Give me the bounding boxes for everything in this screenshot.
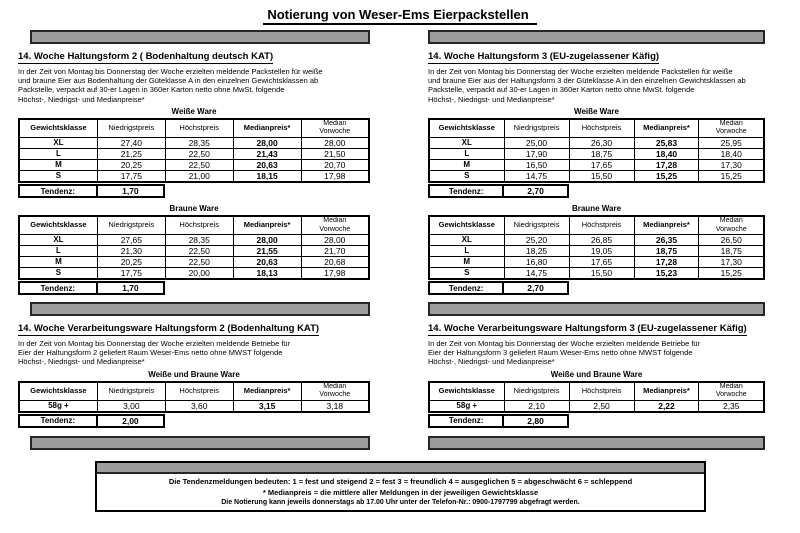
col-header-gewichtsklasse: Gewichtsklasse: [19, 382, 97, 401]
table-cell: 21,55: [233, 246, 301, 257]
footer-bar: [97, 463, 704, 474]
section-intro: [428, 67, 765, 104]
footer-tendenz-legend: Die Tendenzmeldungen bedeuten: 1 = fest und steigend 2 = fest 3 = freundlich 4 = ausgeglichen 5 = abgeschwächt 6 = schleppend: [168, 477, 633, 486]
table-cell: 3,15: [233, 400, 301, 412]
intro-line: Packstelle, verpackt auf 30-er Lagen in 360er Karton netto ohne MwSt. folgende: [428, 85, 695, 95]
table-header-row: [19, 382, 369, 401]
table-cell: 28,35: [165, 235, 233, 246]
col-header-medianpreis: Medianpreis*: [634, 382, 699, 401]
col-header-medianpreis: Medianpreis*: [634, 216, 699, 235]
table-cell: 26,85: [569, 235, 634, 246]
table-cell: 17,28: [634, 257, 699, 268]
table-cell: M: [429, 160, 504, 171]
col-header-niedrigstpreis: Niedrigstpreis: [97, 382, 165, 401]
table-cell: 26,30: [569, 138, 634, 149]
table-header-row: [429, 216, 764, 235]
table-cell: 21,50: [301, 149, 369, 160]
table-cell: 17,98: [301, 268, 369, 280]
intro-line: In der Zeit von Montag bis Donnerstag der Woche erzielten meldende Packstellen für weiße: [428, 67, 733, 76]
table-cell: 16,80: [504, 257, 569, 268]
tendenz-value: 2,70: [503, 185, 568, 197]
table-cell: 17,65: [569, 160, 634, 171]
table-row: [429, 160, 764, 171]
table-row: [19, 257, 369, 268]
divider-bar: [30, 30, 370, 44]
intro-line: Höchst-, Niedrigst- und Medianpreise*: [428, 357, 555, 367]
table-cell: 58g +: [429, 400, 504, 412]
table-row: [429, 268, 764, 280]
col-header-niedrigstpreis: Niedrigstpreis: [504, 119, 569, 138]
divider-bar: [428, 436, 765, 450]
footer-phone-note: Die Notierung kann jeweils donnerstags ab 17.00 Uhr unter der Telefon-Nr.: 0900-1797799 abgefragt werden.: [221, 499, 580, 506]
table-title-weisse-und-braune-ware: Weiße und Braune Ware: [550, 369, 643, 379]
tendenz-row: [18, 184, 165, 198]
table-row: [429, 138, 764, 149]
table-cell: S: [19, 268, 97, 280]
table-cell: 20,00: [165, 268, 233, 280]
col-header-hoechstpreis: Höchstpreis: [569, 382, 634, 401]
table-cell: 27,40: [97, 138, 165, 149]
section-intro: [18, 339, 370, 367]
table-cell: 20,25: [97, 160, 165, 171]
table-cell: XL: [429, 138, 504, 149]
table-row: [19, 268, 369, 280]
table-cell: 15,50: [569, 171, 634, 183]
table-cell: M: [19, 257, 97, 268]
table-cell: 17,28: [634, 160, 699, 171]
table-cell: 17,75: [97, 268, 165, 280]
table-cell: 18,75: [699, 246, 764, 257]
col-header-hoechstpreis: Höchstpreis: [569, 216, 634, 235]
intro-line: Eier der Haltungsform 3 geliefert Raum Weser-Ems netto ohne MWST folgende: [428, 348, 693, 358]
table-row: [19, 138, 369, 149]
price-table-verarbeitungsware: [18, 381, 370, 413]
table-cell: 22,50: [165, 246, 233, 257]
table-cell: 21,25: [97, 149, 165, 160]
table-cell: 28,00: [301, 138, 369, 149]
col-header-median-vorwoche: Median Vorwoche: [699, 216, 764, 235]
table-cell: 18,13: [233, 268, 301, 280]
price-table-braune-ware: [428, 215, 765, 280]
col-header-hoechstpreis: Höchstpreis: [165, 216, 233, 235]
table-cell: 17,90: [504, 149, 569, 160]
table-cell: 18,75: [569, 149, 634, 160]
price-table-braune-ware: [18, 215, 370, 280]
table-cell: 28,35: [165, 138, 233, 149]
table-cell: 15,25: [699, 268, 764, 280]
section-heading: 14. Woche Verarbeitungsware Haltungsform 2 (Bodenhaltung KAT): [18, 323, 320, 334]
table-row: [19, 160, 369, 171]
tendenz-row: [428, 184, 569, 198]
footer-legend-box: [95, 461, 706, 512]
col-header-niedrigstpreis: Niedrigstpreis: [504, 216, 569, 235]
table-cell: 18,15: [233, 171, 301, 183]
table-row: [429, 149, 764, 160]
table-row: [429, 246, 764, 257]
price-table-verarbeitungsware: [428, 381, 765, 413]
intro-line: Eier der Haltungsform 2 geliefert Raum Weser-Ems netto ohne MWST folgende: [18, 348, 283, 358]
table-row: [19, 246, 369, 257]
tendenz-row: [18, 281, 165, 295]
col-header-gewichtsklasse: Gewichtsklasse: [429, 382, 504, 401]
section-intro: [428, 339, 765, 367]
col-header-medianpreis: Medianpreis*: [233, 216, 301, 235]
table-cell: 58g +: [19, 400, 97, 412]
table-row: [429, 171, 764, 183]
col-header-median-vorwoche: Median Vorwoche: [301, 216, 369, 235]
table-cell: 18,25: [504, 246, 569, 257]
table-cell: 26,50: [699, 235, 764, 246]
table-cell: 26,35: [634, 235, 699, 246]
table-cell: 25,20: [504, 235, 569, 246]
table-title-weisse-und-braune-ware: Weiße und Braune Ware: [148, 369, 240, 379]
table-cell: XL: [19, 235, 97, 246]
table-row: [429, 235, 764, 246]
table-cell: 3,00: [97, 400, 165, 412]
section-haltungsform-2: [18, 30, 370, 295]
divider-bar: [30, 302, 370, 316]
table-cell: 14,75: [504, 171, 569, 183]
section-haltungsform-3: [428, 30, 765, 295]
divider-bar: [30, 436, 370, 450]
table-cell: 22,50: [165, 257, 233, 268]
table-cell: 15,25: [634, 171, 699, 183]
section-heading: 14. Woche Verarbeitungsware Haltungsform 3 (EU-zugelassener Käfig): [428, 323, 747, 334]
table-cell: 22,50: [165, 160, 233, 171]
table-cell: 18,40: [634, 149, 699, 160]
section-heading: 14. Woche Haltungsform 2 ( Bodenhaltung deutsch KAT): [18, 51, 274, 62]
tendenz-label: Tendenz:: [19, 185, 97, 197]
table-cell: 17,75: [97, 171, 165, 183]
table-cell: S: [429, 268, 504, 280]
col-header-median-vorwoche: Median Vorwoche: [699, 119, 764, 138]
table-cell: 18,40: [699, 149, 764, 160]
table-cell: 17,30: [699, 160, 764, 171]
table-cell: M: [19, 160, 97, 171]
col-header-hoechstpreis: Höchstpreis: [165, 382, 233, 401]
tendenz-label: Tendenz:: [429, 415, 503, 427]
table-cell: 14,75: [504, 268, 569, 280]
table-cell: 19,05: [569, 246, 634, 257]
divider-bar: [428, 30, 765, 44]
table-cell: 2,50: [569, 400, 634, 412]
tendenz-value: 1,70: [97, 282, 164, 294]
divider-bar: [428, 302, 765, 316]
table-cell: 28,00: [301, 235, 369, 246]
intro-line: In der Zeit von Montag bis Donnerstag der Woche erzielten meldende Betriebe für: [18, 339, 291, 348]
col-header-medianpreis: Medianpreis*: [233, 119, 301, 138]
table-cell: XL: [429, 235, 504, 246]
tendenz-label: Tendenz:: [19, 282, 97, 294]
footer-medianpreis-note: * Medianpreis = die mittlere aller Meldungen in der jeweiligen Gewichtsklasse: [262, 488, 539, 497]
table-cell: 20,70: [301, 160, 369, 171]
table-cell: S: [429, 171, 504, 183]
table-cell: S: [19, 171, 97, 183]
section-intro: [18, 67, 370, 104]
table-cell: 2,10: [504, 400, 569, 412]
table-title-weisse-ware: Weiße Ware: [574, 106, 619, 116]
table-cell: 16,50: [504, 160, 569, 171]
tendenz-row: [428, 281, 569, 295]
table-row: [429, 257, 764, 268]
table-cell: 15,50: [569, 268, 634, 280]
table-cell: 28,00: [233, 235, 301, 246]
intro-line: Höchst-, Niedrigst- und Medianpreise*: [18, 357, 145, 367]
table-cell: 25,95: [699, 138, 764, 149]
table-cell: 15,25: [699, 171, 764, 183]
intro-line: Höchst-, Niedrigst- und Medianpreise*: [428, 94, 555, 104]
intro-line: In der Zeit von Montag bis Donnerstag der Woche erzielten meldende Packstellen für weiße: [18, 67, 323, 76]
intro-line: Packstelle, verpackt auf 30-er Lagen in 360er Karton netto ohne MwSt. folgende: [18, 85, 285, 95]
col-header-gewichtsklasse: Gewichtsklasse: [429, 119, 504, 138]
table-cell: 21,70: [301, 246, 369, 257]
table-row: [19, 235, 369, 246]
col-header-niedrigstpreis: Niedrigstpreis: [97, 216, 165, 235]
table-title-braune-ware: Braune Ware: [571, 204, 622, 213]
table-header-row: [429, 382, 764, 401]
table-cell: 20,68: [301, 257, 369, 268]
tendenz-row: [428, 414, 569, 428]
section-verarbeitungsware-3: [428, 302, 765, 450]
price-table-weisse-ware: [428, 118, 765, 183]
table-cell: 20,25: [97, 257, 165, 268]
table-cell: 15,23: [634, 268, 699, 280]
intro-line: Höchst-, Niedrigst- und Medianpreise*: [18, 94, 145, 104]
col-header-niedrigstpreis: Niedrigstpreis: [97, 119, 165, 138]
col-header-niedrigstpreis: Niedrigstpreis: [504, 382, 569, 401]
col-header-medianpreis: Medianpreis*: [233, 382, 301, 401]
table-cell: 3,18: [301, 400, 369, 412]
tendenz-label: Tendenz:: [19, 415, 97, 427]
tendenz-value: 1,70: [97, 185, 164, 197]
table-cell: L: [19, 149, 97, 160]
table-cell: 20,63: [233, 160, 301, 171]
table-header-row: [429, 119, 764, 138]
table-cell: 25,83: [634, 138, 699, 149]
table-row: [429, 400, 764, 412]
table-title-braune-ware: Braune Ware: [169, 204, 219, 213]
table-row: [19, 149, 369, 160]
table-cell: M: [429, 257, 504, 268]
table-cell: L: [429, 246, 504, 257]
col-header-median-vorwoche: Median Vorwoche: [699, 382, 764, 401]
table-cell: 21,43: [233, 149, 301, 160]
table-cell: 2,35: [699, 400, 764, 412]
intro-line: und braune Eier aus Bodenhaltung der Güteklasse A in den einzelnen Gewichtsklassen ab: [18, 76, 319, 86]
tendenz-value: 2,80: [503, 415, 568, 427]
table-cell: 17,30: [699, 257, 764, 268]
table-cell: 3,60: [165, 400, 233, 412]
price-table-weisse-ware: [18, 118, 370, 183]
tendenz-value: 2,70: [503, 282, 568, 294]
table-cell: 17,65: [569, 257, 634, 268]
col-header-medianpreis: Medianpreis*: [634, 119, 699, 138]
table-cell: L: [429, 149, 504, 160]
intro-line: In der Zeit von Montag bis Donnerstag der Woche erzielten meldende Betriebe für: [428, 339, 701, 348]
table-cell: 25,00: [504, 138, 569, 149]
table-cell: 21,00: [165, 171, 233, 183]
table-title-weisse-ware: Weiße Ware: [171, 106, 217, 116]
table-cell: 20,63: [233, 257, 301, 268]
section-heading: 14. Woche Haltungsform 3 (EU-zugelassener Käfig): [428, 51, 660, 62]
col-header-gewichtsklasse: Gewichtsklasse: [19, 119, 97, 138]
col-header-hoechstpreis: Höchstpreis: [569, 119, 634, 138]
tendenz-label: Tendenz:: [429, 282, 503, 294]
table-cell: 21,30: [97, 246, 165, 257]
table-cell: 2,22: [634, 400, 699, 412]
table-cell: 28,00: [233, 138, 301, 149]
col-header-hoechstpreis: Höchstpreis: [165, 119, 233, 138]
table-cell: L: [19, 246, 97, 257]
page-title: Notierung von Weser-Ems Eierpackstellen: [0, 7, 800, 25]
intro-line: und braune Eier aus der Haltungsform 3 der Güteklasse A in den einzelnen Gewichtsklassen ab: [428, 76, 746, 86]
table-row: [19, 400, 369, 412]
table-cell: 18,75: [634, 246, 699, 257]
table-cell: XL: [19, 138, 97, 149]
table-cell: 22,50: [165, 149, 233, 160]
col-header-gewichtsklasse: Gewichtsklasse: [429, 216, 504, 235]
table-row: [19, 171, 369, 183]
col-header-gewichtsklasse: Gewichtsklasse: [19, 216, 97, 235]
col-header-median-vorwoche: Median Vorwoche: [301, 119, 369, 138]
section-verarbeitungsware-2: [18, 302, 370, 450]
table-cell: 17,98: [301, 171, 369, 183]
tendenz-value: 2,00: [97, 415, 164, 427]
tendenz-row: [18, 414, 165, 428]
table-header-row: [19, 216, 369, 235]
col-header-median-vorwoche: Median Vorwoche: [301, 382, 369, 401]
table-header-row: [19, 119, 369, 138]
tendenz-label: Tendenz:: [429, 185, 503, 197]
table-cell: 27,65: [97, 235, 165, 246]
